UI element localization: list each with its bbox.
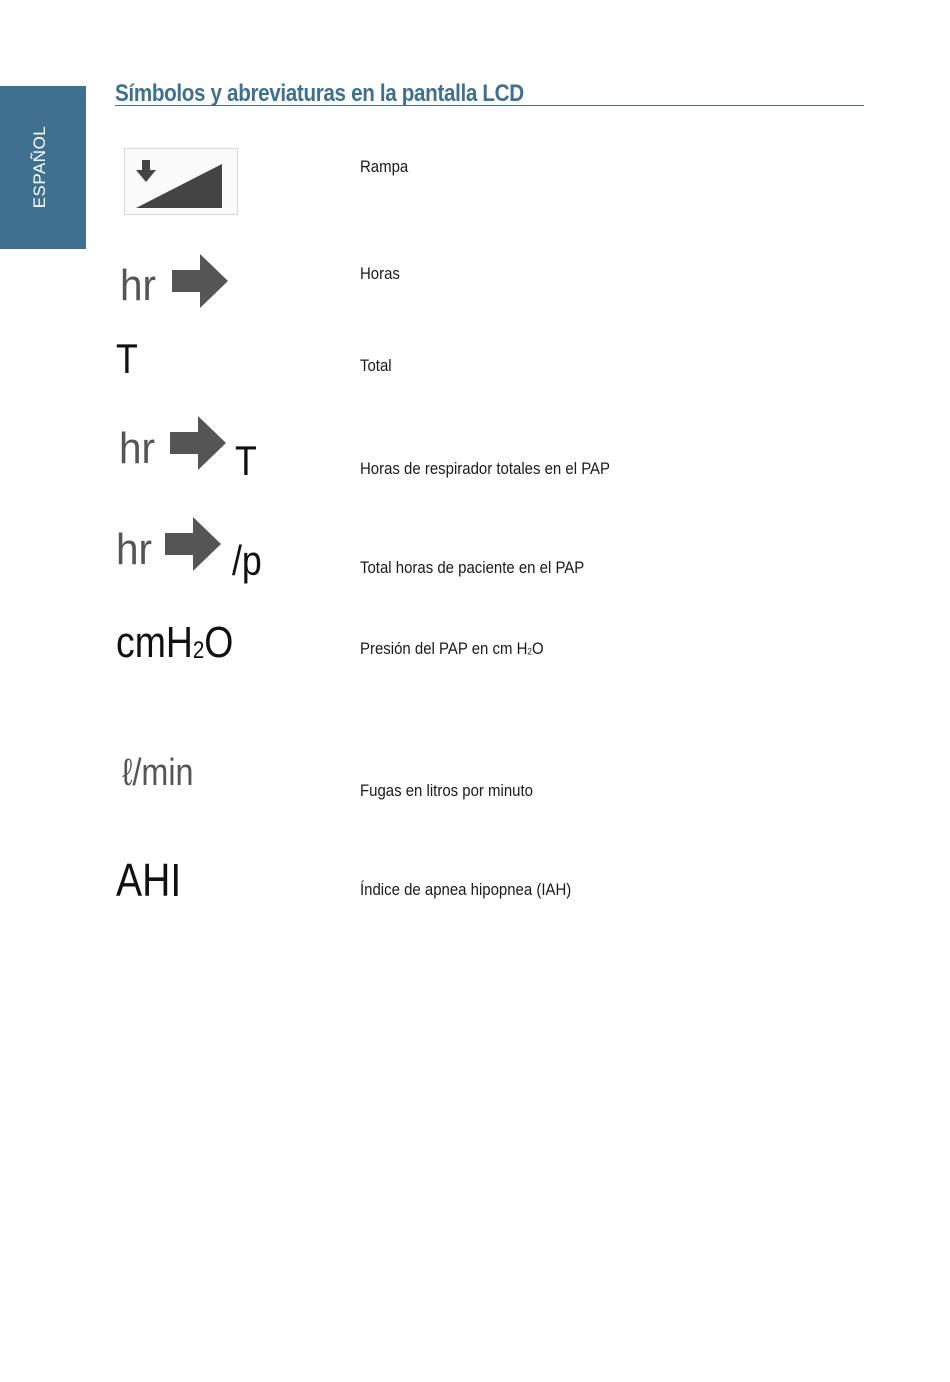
right-arrow-icon [168,414,228,472]
hours-symbol: hr [119,424,155,473]
ahi-symbol: AHI [116,854,182,906]
patient-suffix: /p [232,537,262,584]
pressure-description-subscript: 2 [527,646,532,657]
hours-symbol: hr [116,525,152,574]
title-underline [115,105,864,106]
right-arrow-icon [163,515,223,573]
symbol-description: Índice de apnea hipopnea (IAH) [360,880,572,899]
total-suffix: T [235,437,257,484]
hours-symbol: hr [120,261,156,310]
symbol-description: Fugas en litros por minuto [360,781,533,800]
symbol-description: Horas de respirador totales en el PAP [360,459,611,478]
right-arrow-icon [170,252,230,310]
symbol-description: Total horas de paciente en el PAP [360,558,585,577]
pressure-description-main: Presión del PAP en cm H [360,639,528,658]
pressure-unit-subscript: 2 [192,637,205,665]
symbol-description: Rampa [360,157,409,176]
leak-unit-symbol: ℓ/min [122,752,194,794]
pressure-unit-main: cmH [116,618,193,667]
pressure-unit-symbol [116,618,234,667]
pressure-unit-end: O [204,618,234,667]
symbol-description: Total [360,356,392,375]
language-tab-label: ESPAÑOL [30,125,49,209]
pressure-description-end: O [531,639,544,658]
symbol-description: Horas [360,264,400,283]
ramp-icon [124,148,238,215]
symbol-description [360,639,544,659]
page-title: Símbolos y abreviaturas en la pantalla LCD [115,80,524,107]
total-symbol: T [116,335,138,382]
